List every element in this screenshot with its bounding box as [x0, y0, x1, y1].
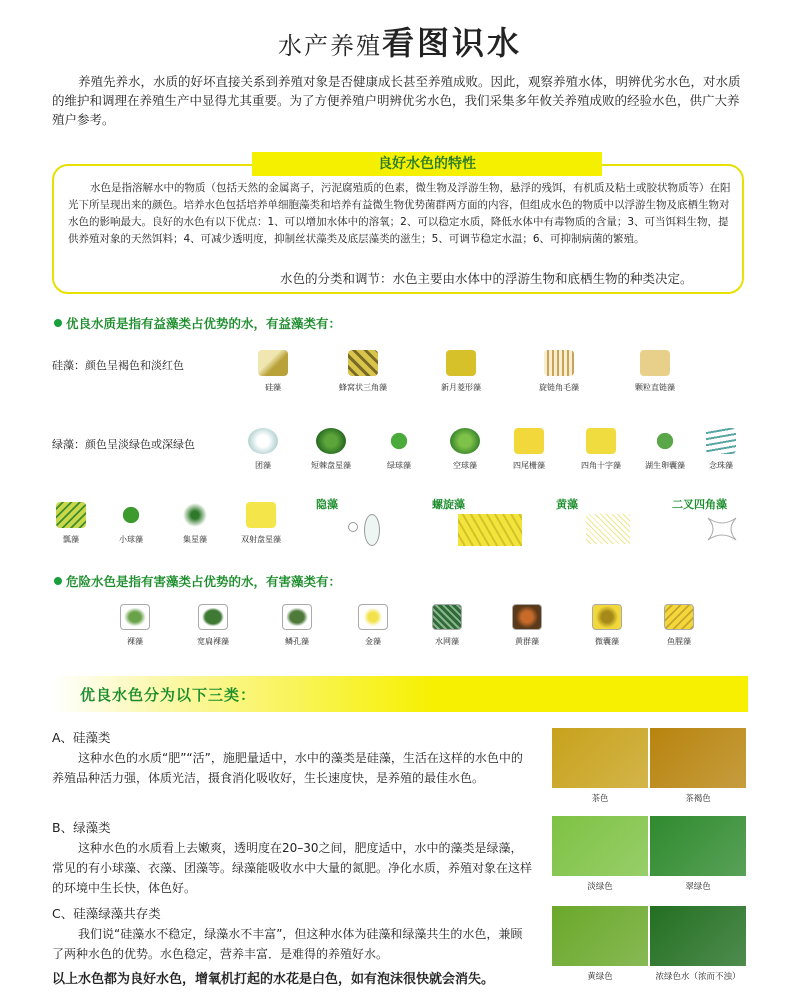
swatch-dark-green-label: 浓绿色水（浓而不浊） [655, 972, 741, 982]
alga-diatom-1: 硅藻 [238, 350, 308, 393]
alga-other-3: 集星藻 [160, 502, 230, 545]
good-water-header: 良好水色的特性 [252, 152, 602, 176]
swatch-tea-brown-label: 茶褐色 [685, 794, 711, 804]
category-a-text: 这种水色的水质“肥”“活”，施肥量适中，水中的藻类是硅藻，生活在这样的水色中的养殖品种活力强，体质光洁，摄食消化吸收好，生长速度快，是养殖的最佳水色。 [52, 751, 523, 785]
swatch-tea-brown [650, 728, 746, 788]
classification-text: 水色的分类和调节：水色主要由水体中的浮游生物和底栖生物的种类决定。 [280, 271, 693, 286]
category-b-text: 这种水色的水质看上去嫩爽，透明度在20–30之间，肥度适中，水中的藻类是绿藻，常见的有小球藻、衣藻、团藻等。绿藻能吸收水中大量的氮肥。净化水质，养殖对象在这样的环境中生长快，体色好。 [52, 841, 533, 895]
good-water-box [52, 156, 744, 294]
types-band-title: 优良水色分为以下三类： [80, 686, 257, 704]
title-part1: 水产养殖 [277, 32, 382, 60]
category-a-head: A、硅藻类 [52, 730, 111, 745]
alga-harmful-1: 裸藻 [100, 604, 170, 647]
pic-spirulina [458, 514, 522, 546]
alga-harmful-5: 水网藻 [412, 604, 482, 647]
alga-harmful-4: 金藻 [338, 604, 408, 647]
category-b-head: B、绿藻类 [52, 820, 111, 835]
page-title [0, 18, 800, 64]
swatch-emerald [650, 816, 746, 876]
alga-green-5: 四尾栅藻 [494, 428, 564, 471]
swatch-light-green [552, 816, 648, 876]
intro-paragraph: 养殖先养水，水质的好坏直接关系到养殖对象是否健康成长甚至养殖成败。因此，观察养殖水体，明辨优劣水色，对水质的维护和调理在养殖生产中显得尤其重要。为了方便养殖户明辨优劣水色，我们采集多年攸关养殖成败的经验水色，供广大养殖户参考。 [52, 74, 741, 127]
good-water-body: 水色是指溶解水中的物质（包括天然的金属离子，污泥腐殖质的色素，微生物及浮游生物，悬浮的残饵，有机质及粘土或胶状物质等）在阳光下所呈现出来的颜色。培养水色包括培养单细胞藻类和培养有益微生物优势菌群两方面的内容，但组成水色的物质中以浮游生物及底栖生物对水色的影响最大。良好的水色有以下优点：1、可以增加水体中的溶氧；2、可以稳定水质，降低水体中有毒物质的含量；3、可当饵料生物，提供养殖对象的天然饵料；4、可减少透明度，抑制丝状藻类及底层藻类的滋生；5、可调节稳定水温；6、可抑制病菌的繁殖。 [68, 182, 731, 245]
diatom-row-label: 硅藻：颜色呈褐色和淡红色 [52, 359, 184, 372]
alga-harmful-7: 微囊藻 [572, 604, 642, 647]
category-c-text: 我们说“硅藻水不稳定，绿藻水不丰富”，但这种水体为硅藻和绿藻共生的水色，兼顾了两种水色的优势。水色稳定，营养丰富．是难得的养殖好水。 [52, 927, 523, 961]
category-c [52, 904, 532, 964]
swatch-dark-green [650, 906, 746, 966]
alga-green-4: 空球藻 [430, 428, 500, 471]
swatch-emerald-label: 翠绿色 [685, 882, 711, 892]
swatch-yellow-green-label: 黄绿色 [587, 972, 613, 982]
alga-other-2: 小球藻 [96, 502, 166, 545]
alga-green-1: 团藻 [228, 428, 298, 471]
bullet-dot-icon [54, 577, 62, 585]
alga-green-3: 绿球藻 [364, 428, 434, 471]
swatch-light-green-label: 淡绿色 [587, 882, 613, 892]
green-row-label: 绿藻：颜色呈淡绿色或深绿色 [52, 438, 195, 451]
swatch-yellow-green [552, 906, 648, 966]
name-tetraedron: 二叉四角藻 [672, 498, 727, 511]
alga-green-7: 湖生卵囊藻 [630, 428, 700, 471]
name-cryptomonas: 隐藻 [316, 498, 338, 511]
alga-other-4: 双射盘星藻 [226, 502, 296, 545]
harmful-heading: 危险水色是指有害藻类占优势的水，有害藻类有： [54, 572, 341, 590]
name-spirulina: 螺旋藻 [432, 498, 465, 511]
alga-harmful-6: 黄群藻 [492, 604, 562, 647]
category-c-head: C、硅藻绿藻共存类 [52, 906, 161, 921]
alga-harmful-3: 鳞孔藻 [262, 604, 332, 647]
swatch-tea-label: 茶色 [591, 794, 609, 804]
title-part2: 看图识水 [381, 24, 522, 62]
swatch-tea [552, 728, 648, 788]
pic-tetraedron [704, 514, 740, 544]
category-b [52, 818, 532, 898]
alga-diatom-4: 旋链角毛藻 [524, 350, 594, 393]
alga-green-8: 念珠藻 [686, 428, 756, 471]
pic-xanthophyta [586, 514, 630, 544]
alga-green-2: 短棘盘星藻 [296, 428, 366, 471]
bullet-dot-icon [54, 319, 62, 327]
beneficial-heading: 优良水质是指有益藻类占优势的水，有益藻类有： [54, 314, 341, 332]
footer-note: 以上水色都为良好水色，增氧机打起的水花是白色，如有泡沫很快就会消失。 [52, 972, 495, 987]
types-band [52, 676, 748, 712]
alga-harmful-8: 鱼腥藻 [644, 604, 714, 647]
alga-diatom-5: 颗粒直链藻 [620, 350, 690, 393]
alga-diatom-2: 蜂窝状三角藻 [328, 350, 398, 393]
alga-diatom-3: 新月菱形藻 [426, 350, 496, 393]
category-a [52, 728, 532, 788]
alga-other-1: 瓢藻 [36, 502, 106, 545]
alga-harmful-2: 宽扁裸藻 [178, 604, 248, 647]
alga-green-6: 四角十字藻 [566, 428, 636, 471]
name-xanthophyta: 黄藻 [556, 498, 578, 511]
pic-cryptomonas [348, 514, 388, 546]
